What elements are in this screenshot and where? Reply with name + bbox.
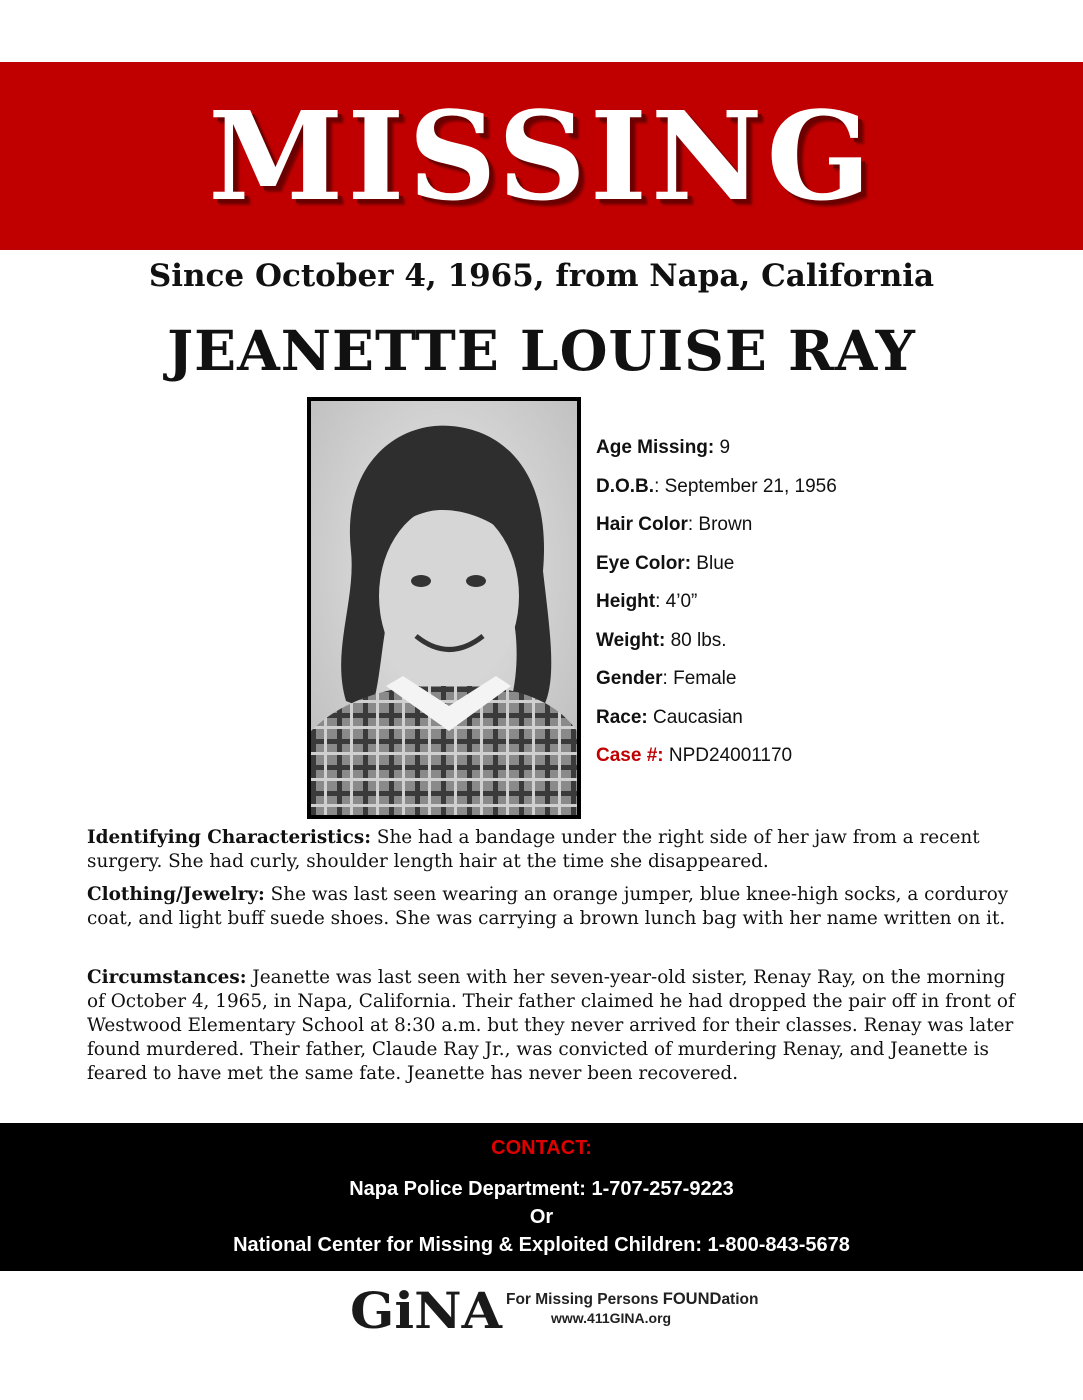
- detail-height: [596, 590, 1036, 629]
- detail-hair-color: [596, 513, 1036, 552]
- detail-value: 9: [714, 437, 731, 458]
- clothing-jewelry: [87, 883, 1017, 931]
- identifying-characteristics: [87, 826, 1017, 874]
- footer-tagline: [506, 1290, 758, 1309]
- section-text: She was last seen wearing an orange jumper, blue knee-high socks, a corduroy coat, and light buff suede shoes. She was carrying a brown lunch bag with her name written on it.: [87, 884, 1009, 929]
- detail-label: Race:: [596, 706, 648, 728]
- contact-or: Or: [529, 1206, 554, 1228]
- section-label: Clothing/Jewelry:: [87, 884, 265, 905]
- detail-value: Blue: [691, 552, 735, 574]
- section-text: Jeanette was last seen with her seven-year-old sister, Renay Ray, on the morning of October 4, 1965, in Napa, California. Their father claimed he had dropped the pair off in front of Westwood Elementary School at 8:30 a.m. but they never arrived for their classes. Renay was later found murdered. Their father, Claude Ray Jr., was convicted of murdering Renay, and Jeanette is feared to have met the same fate. Jeanette has never been recovered.: [87, 967, 1015, 1084]
- detail-value: NPD24001170: [663, 745, 793, 766]
- person-details: [596, 436, 1036, 783]
- contact-title: CONTACT:: [491, 1137, 592, 1159]
- detail-age-missing: [596, 436, 1036, 475]
- section-label: Circumstances:: [87, 967, 247, 988]
- tagline-suffix: ation: [721, 1291, 759, 1308]
- tagline-found: FOUND: [662, 1290, 722, 1308]
- detail-gender: [596, 667, 1036, 706]
- detail-value: : 4’0”: [655, 591, 698, 612]
- missing-banner: [0, 62, 1083, 250]
- footer-url: www.411GINA.org: [551, 1310, 672, 1326]
- tagline-prefix: For Missing Persons: [506, 1291, 663, 1308]
- detail-label: Age Missing:: [596, 437, 715, 458]
- detail-label: Weight:: [596, 629, 666, 651]
- missing-since-line: Since October 4, 1965, from Napa, California: [148, 258, 935, 294]
- section-text: She had a bandage under the right side of her jaw from a recent surgery. She had curly, shoulder length hair at the time she disappeared.: [87, 827, 980, 872]
- detail-label: Hair Color: [596, 514, 688, 535]
- portrait-image: [311, 401, 577, 815]
- section-label: Identifying Characteristics:: [87, 827, 372, 848]
- detail-value: : September 21, 1956: [654, 475, 837, 497]
- detail-value: 80 lbs.: [665, 629, 727, 651]
- detail-weight: [596, 629, 1036, 668]
- contact-ncmec: National Center for Missing & Exploited Children: 1-800-843-5678: [233, 1234, 850, 1256]
- circumstances: [87, 966, 1017, 1086]
- detail-value: Caucasian: [647, 706, 743, 728]
- detail-dob: [596, 475, 1036, 514]
- detail-label: Case #:: [596, 745, 664, 766]
- detail-value: : Female: [662, 668, 737, 689]
- logo-text: GiNA: [350, 1281, 504, 1340]
- detail-value: : Brown: [687, 514, 753, 535]
- gina-logo-icon: [348, 1280, 508, 1340]
- person-photo: [307, 397, 581, 819]
- detail-label: Gender: [596, 668, 663, 689]
- detail-eye-color: [596, 552, 1036, 591]
- contact-panel: [0, 1123, 1083, 1271]
- contact-napa-police: Napa Police Department: 1-707-257-9223: [349, 1178, 734, 1200]
- person-name: JEANETTE LOUISE RAY: [167, 318, 916, 383]
- detail-label: D.O.B.: [596, 475, 655, 497]
- detail-race: [596, 706, 1036, 745]
- detail-label: Height: [596, 591, 656, 612]
- detail-label: Eye Color:: [596, 552, 692, 574]
- banner-title: MISSING: [208, 84, 875, 228]
- detail-case-number: [596, 744, 1036, 783]
- footer-logo-area: [348, 1280, 768, 1340]
